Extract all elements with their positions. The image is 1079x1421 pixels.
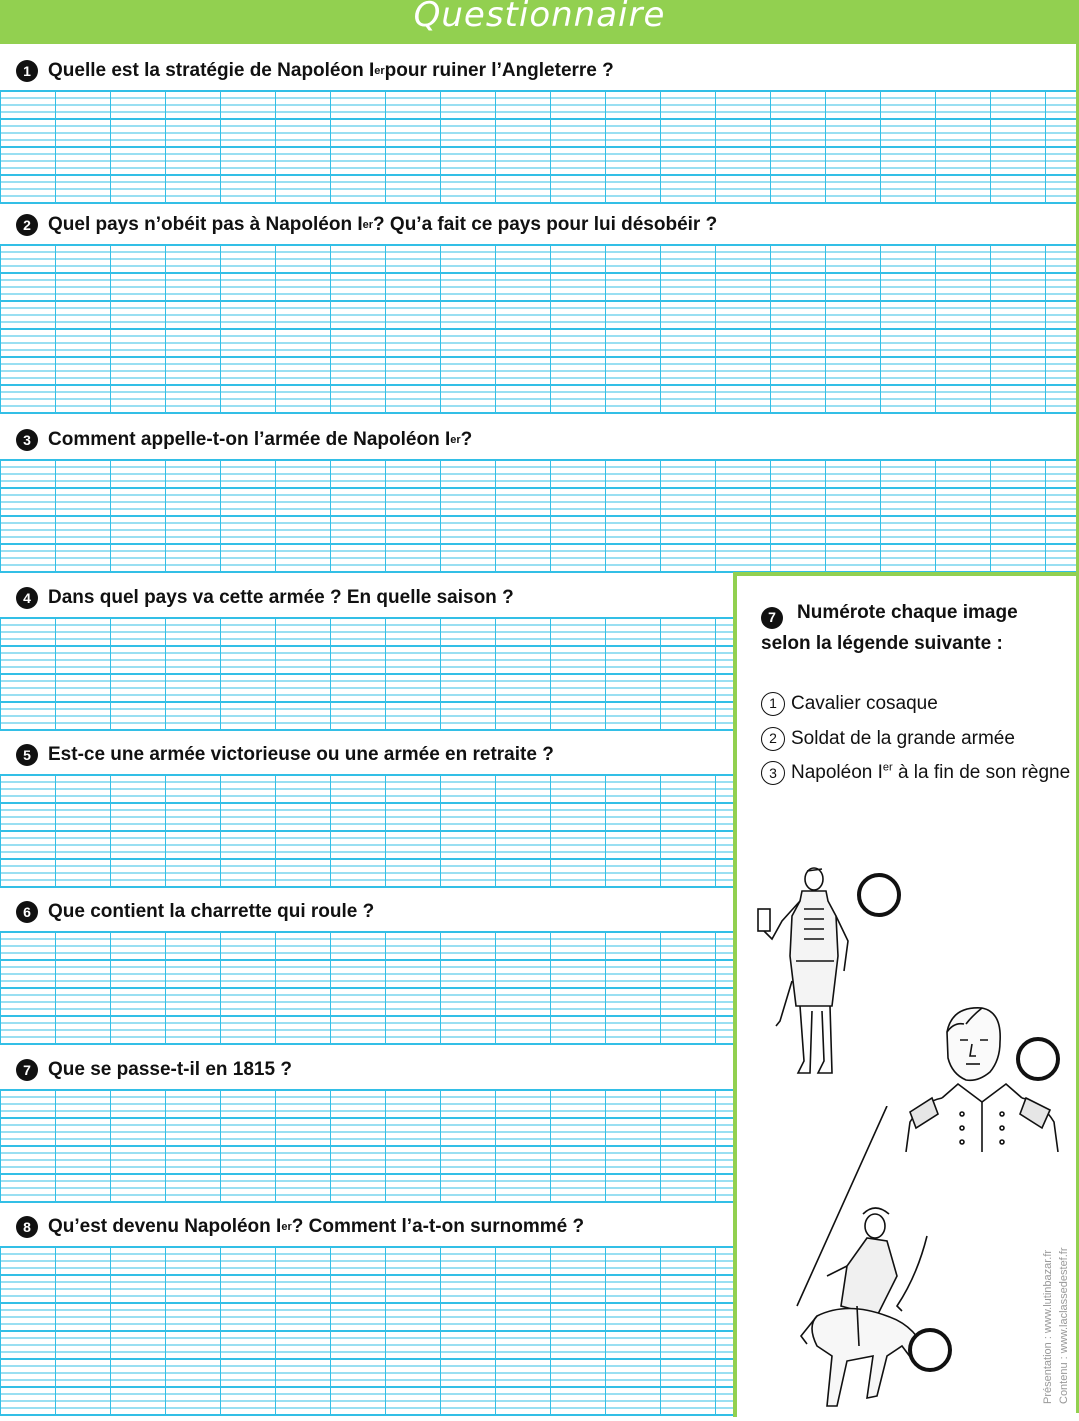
legend-item-1 bbox=[761, 686, 1071, 721]
soldier-illustration bbox=[752, 861, 862, 1081]
question-text-end: pour ruiner l’Angleterre ? bbox=[384, 60, 614, 81]
question-text: Que contient la charrette qui roule ? bbox=[48, 901, 375, 922]
page-header bbox=[0, 0, 1079, 44]
answer-grid-8[interactable] bbox=[0, 1246, 733, 1417]
question-text: Quel pays n’obéit pas à Napoléon I bbox=[48, 214, 363, 235]
question-text: Dans quel pays va cette armée ? En quelle saison ? bbox=[48, 587, 514, 608]
legend-text: Napoléon I bbox=[791, 762, 883, 783]
question-4 bbox=[16, 587, 514, 609]
question-text: Que se passe-t-il en 1815 ? bbox=[48, 1059, 292, 1080]
page-title: Questionnaire bbox=[413, 0, 666, 35]
question-number: 1 bbox=[16, 60, 38, 82]
credit-presentation: Présentation : www.lutinbazar.fr bbox=[1042, 1249, 1054, 1404]
legend-number: 3 bbox=[761, 761, 785, 785]
legend-item-3 bbox=[761, 756, 1071, 790]
credits bbox=[1038, 1214, 1078, 1404]
question-text: Comment appelle-t-on l’armée de Napoléon I bbox=[48, 429, 451, 450]
legend-text-end: à la fin de son règne bbox=[892, 762, 1071, 783]
question-text-end: ? Qu’a fait ce pays pour lui désobéir ? bbox=[373, 214, 718, 235]
question-text: Quelle est la stratégie de Napoléon I bbox=[48, 60, 375, 81]
legend-number: 2 bbox=[761, 727, 785, 751]
question-number: 6 bbox=[16, 901, 38, 923]
panel-title bbox=[761, 598, 1067, 658]
answer-grid-4[interactable] bbox=[0, 617, 733, 732]
legend-text: Soldat de la grande armée bbox=[791, 728, 1015, 749]
image-numbering-panel bbox=[733, 572, 1076, 1417]
question-text-end: ? bbox=[460, 429, 473, 450]
answer-grid-3[interactable] bbox=[0, 459, 1076, 574]
credit-content: Contenu : www.laclassedestef.fr bbox=[1058, 1247, 1070, 1404]
answer-grid-1[interactable] bbox=[0, 90, 1076, 205]
legend bbox=[761, 686, 1071, 790]
question-2: 2 Quel pays n’obéit pas à Napoléon I er ? Qu’a fait ce pays pour lui désobéir ? bbox=[16, 214, 717, 236]
question-number: 7 bbox=[16, 1059, 38, 1081]
legend-number: 1 bbox=[761, 692, 785, 716]
question-number: 2 bbox=[16, 214, 38, 236]
legend-item-2 bbox=[761, 721, 1071, 756]
question-text: Est-ce une armée victorieuse ou une armée en retraite ? bbox=[48, 744, 554, 765]
question-number: 3 bbox=[16, 429, 38, 451]
answer-circle-2[interactable] bbox=[1016, 1037, 1060, 1081]
answer-grid-6[interactable] bbox=[0, 931, 733, 1046]
legend-text: Cavalier cosaque bbox=[791, 693, 938, 714]
question-7 bbox=[16, 1059, 292, 1081]
question-5 bbox=[16, 744, 554, 766]
panel-title-text: Numérote chaque image selon la légende suivante : bbox=[761, 602, 1018, 654]
question-text-end: ? Comment l’a-t-on surnommé ? bbox=[291, 1216, 585, 1237]
question-number: 4 bbox=[16, 587, 38, 609]
answer-circle-3[interactable] bbox=[908, 1328, 952, 1372]
question-number: 8 bbox=[16, 1216, 38, 1238]
question-1: 1 Quelle est la stratégie de Napoléon I er pour ruiner l’Angleterre ? bbox=[16, 60, 614, 82]
answer-grid-5[interactable] bbox=[0, 774, 733, 889]
answer-grid-2[interactable] bbox=[0, 244, 1076, 415]
panel-number: 7 bbox=[761, 607, 783, 629]
question-8: 8 Qu’est devenu Napoléon I er ? Comment l’a-t-on surnommé ? bbox=[16, 1216, 584, 1238]
answer-grid-7[interactable] bbox=[0, 1089, 733, 1204]
question-3: 3 Comment appelle-t-on l’armée de Napoléon I er ? bbox=[16, 429, 472, 451]
answer-circle-1[interactable] bbox=[857, 873, 901, 917]
question-text: Qu’est devenu Napoléon I bbox=[48, 1216, 282, 1237]
question-number: 5 bbox=[16, 744, 38, 766]
superscript: er bbox=[882, 761, 893, 774]
question-6 bbox=[16, 901, 374, 923]
cossack-rider-illustration bbox=[777, 1106, 957, 1421]
